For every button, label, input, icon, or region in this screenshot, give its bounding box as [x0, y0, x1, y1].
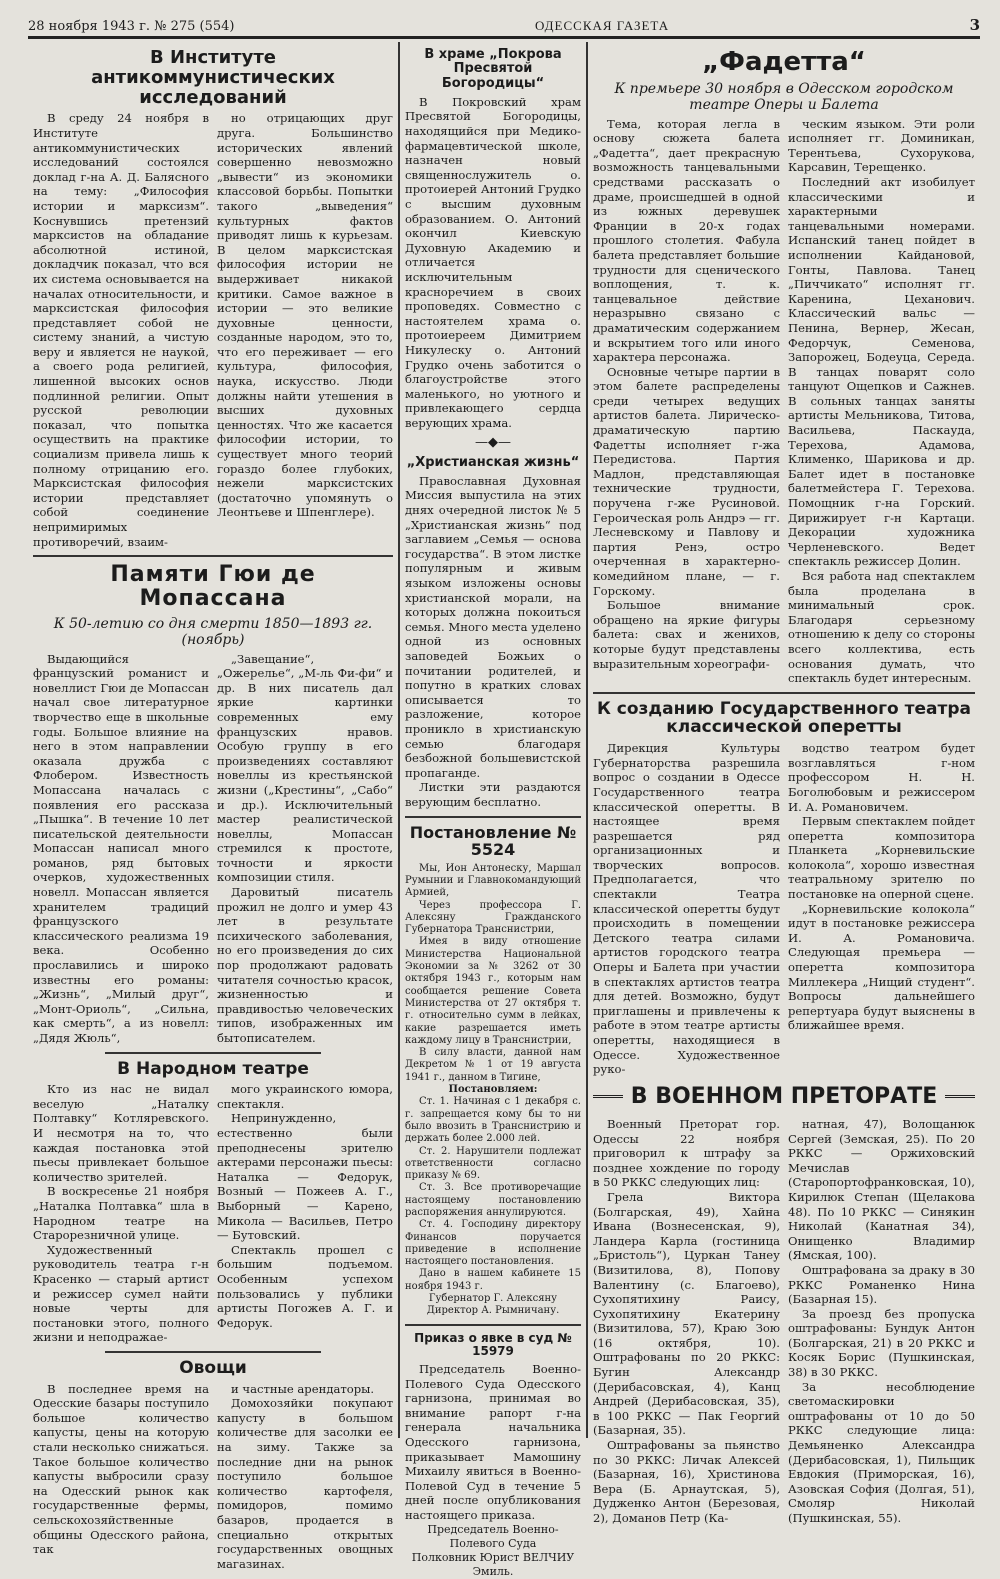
article-paragraph: „Завещание“, „Ожерелье“, „М-ль Фи-фи“ и др. В них писатель дал яркие картинки современных ему французских нравов. Особую группу в его произведениях составляют новеллы из крестьянской жизни („Крестины“, „Сабо“ и др.). Исключительный мастер реалистической новеллы, Мопассан стремился к простоте, точности и яркости композиции стиля.: [217, 651, 393, 885]
decree-paragraph: Ст. 1. Начиная с 1 декабря с. г. запрещается кому бы то ни было ввозить в Транснистрию и держать более 2.000 лей.: [405, 1096, 581, 1145]
order-signature: Председатель Военно-Полевого Суда: [427, 1522, 559, 1550]
column-right: [586, 42, 980, 1525]
article-paragraph: мого украинского юмора, спектакля.: [217, 1082, 393, 1111]
article-paragraph: В среду 24 ноября в Институте антикоммунистических исследований состоялся доклад г-на А. Д. Балясного на тему: „Философия истории и марксизм“. Коснувшись претензий марксистов на обладание абсолютной истиной, докладчик показал, что вся их система основывается на началах относительности, и марксистская философия представляет собой не систему знаний, а чистую веру и является не наукой, а своего рода религией, лишенной высоких основ подлинной религии. Опыт русской революции показал, что попытка осуществить на практике социализм привела лишь к полному отрицанию его. Марксистская философия истории представляет собой соединение непримиримых противоречий, взаим-: [33, 111, 209, 549]
article-title: Овощи: [179, 1357, 247, 1378]
article-title: „Христианская жизнь“: [406, 454, 580, 470]
column-middle: [398, 42, 586, 1578]
article-title: Памяти Гюи де Мопассана: [110, 562, 316, 612]
article-title: „Фадетта“: [702, 47, 866, 77]
divider: [593, 692, 975, 694]
article-christian-life: [405, 456, 581, 810]
article-institute: [33, 48, 393, 549]
article-paragraph: За несоблюдение светомаскировки оштрафованы от 10 до 50 РККС следующие лица: Демьяненко Александра (Дерибасовская, 1), Пильщик Евдокия (Приморская, 16), Азовская София (Долгая, 51), Смоляр Николай (Пушкинская, 55).: [788, 1379, 975, 1525]
decree-signature: Губернатор Г. Алексяну: [428, 1293, 558, 1305]
divider: [33, 555, 393, 557]
article-paragraph: В последнее время на Одесские базары поступило большое количество капусты, цены на которую стали несколько снижаться. Такое большое количество капусты выбросили сразу на Одесский рынок как государственные фермы, сельскохозяйственные общины Одесского района, так: [33, 1381, 209, 1557]
article-praetorate: [593, 1085, 975, 1526]
article-paragraph: Выдающийся французский романист и новеллист Гюи де Мопассан начал свое литературное творчество еще в школьные годы. Большое влияние на него в этом направлении оказала дружба с Флобером. Известность Мопассана началась с появления его рассказа „Пышка“. В течение 10 лет писательской деятельности Мопассан написал много романов, ряд бытовых очерков, художественных новелл. Мопассан является хранителем традиций французского классического реализма 19 века. Особенно прославились и широко известны его романы: „Жизнь“, „Милый друг“, „Монт-Ориоль“, „Сильна, как смерть“, а из новелл: „Дядя Жюль“,: [33, 651, 209, 1046]
article-paragraph: Основные четыре партии в этом балете распределены среди четырех ведущих артистов балета. Лирическо-драматическую партию Фадетты исполняет г-жа Передистова. Партия Мадлон, представляющая технические трудности, поручена г-же Русиновой. Героическая роль Андрэ — гг. Лесневскому и Павлову и партия Ренэ, остро очерченная в характерно-комедийном плане, — г. Горскому.: [593, 364, 780, 598]
divider: [105, 1052, 321, 1054]
decree-paragraph: Через профессора Г. Алексяну Гражданского Губернатора Транснистрии,: [405, 899, 581, 936]
banner-rule: [593, 1095, 623, 1098]
decree-heading: Постановляем:: [448, 1084, 538, 1096]
article-church: [405, 48, 581, 431]
divider: [105, 1351, 321, 1353]
decree-paragraph: Ст. 4. Господину директору Финансов поручается приведение в исполнение настоящего постановления.: [405, 1219, 581, 1268]
article-paragraph: Военный Преторат гор. Одессы 22 ноября приговорил к штрафу за позднее хождение по городу в 50 РККС следующих лиц:: [593, 1116, 780, 1190]
article-paragraph: Спектакль прошел с большим подъемом. Особенным успехом пользовались у публики артисты Погожев А. Г. и Федорук.: [217, 1242, 393, 1330]
decree-paragraph: Ст. 3. Все противоречащие настоящему постановлению распоряжения аннулируются.: [405, 1182, 581, 1218]
decree-paragraph: Имея в виду отношение Министерства Национальной Экономии за № 3262 от 30 октября 1943 г., которым нам сообщается решение Совета Министерства от 27 октября т. г. относительно сумм в лейках, какие разрешается иметь каждому лицу в Транснистрии,: [405, 936, 581, 1046]
article-paragraph: Последний акт изобилует классическими и характерными танцевальными номерами. Испанский танец пойдет в исполнении Кайдановой, Гонты, Павлова. Танец „Пиччикато“ исполнят гг. Каренина, Цеханович. Классический вальс — Пенина, Вернер, Жесан, Федорчук, Семенова, Запорожец, Бодеуца, Середа. В танцах поварят соло танцуют Ощепков и Сажнев. В сольных танцах заняты артисты Мельникова, Титова, Васильева, Паскауда, Терехова, Адамова, Клименко, Шарикова и др. Балет идет в постановке балетмейстера Г. Терехова. Помощник г-на Горский. Дирижирует г-н Картаци. Декорации художника Черленевского. Ведет спектакль режиссер Долин.: [788, 174, 975, 569]
article-paragraph: Тема, которая легла в основу сюжета балета „Фадетта“, дает прекрасную возможность танцевальными средствами рассказать о драме, происшедшей в одной из южных деревушек Франции в 20-х годах прошлого столетия. Фабула балета представляет большие трудности для сценического воплощения, т. к. танцевальное действие неразрывно связано с драматическим содержанием и вскрытием того или иного характера персонажа.: [593, 116, 780, 365]
article-paragraph: Председатель Военно-Полевого Суда Одесского гарнизона, принимая во внимание рапорт г-на генерала начальника Одесского гарнизона, приказывает Мамошину Михаилу явиться в Военно-Полевой Суд в течение 5 дней после опубликования настоящего приказа.: [405, 1362, 581, 1522]
article-paragraph: Оштрафована за драку в 30 РККС Романенко Нина (Базарная 15).: [788, 1262, 975, 1307]
article-paragraph: Листки эти раздаются верующим бесплатно.: [405, 780, 581, 809]
article-subtitle: К премьере 30 ноября в Одесском городском театре Оперы и Балета: [614, 80, 954, 113]
article-paragraph: Даровитый писатель прожил не долго и умер 43 лет в результате психического заболевания, но его произведения до сих пор продолжают радовать читателя сочностью красок, жизненностью и правдивостью человеческих типов, изображенных им бытописателем.: [217, 885, 393, 1046]
article-paragraph: Кто из нас не видал веселую „Наталку Полтавку“ Котляревского. И несмотря на то, что каждая постановка этой пьесы привлекает большое количество зрителей.: [33, 1082, 209, 1184]
divider: [405, 1324, 581, 1326]
article-paragraph: Первым спектаклем пойдет оперетта композитора Планкета „Корневильские колокола“, хорошо известная театральному зрителю по постановке на оперной сцене.: [788, 814, 975, 902]
page-number: 3: [969, 16, 980, 34]
article-court-order: [405, 1332, 581, 1579]
article-title: В ВОЕННОМ ПРЕТОРАТЕ: [630, 1083, 938, 1109]
article-paragraph: Непринужденно, естественно были преподнесены зрителю актерами персонажи пьесы: Наталка — Федорук, Возный — Пожеев А. Г., Выборный — Карено, Микола — Васильев, Петро — Бутовский.: [217, 1111, 393, 1243]
article-paragraph: Домохозяйки покупают капусту в большом количестве для засолки ее на зиму. Также за последние дни на рынок поступило большое количество картофеля, помидоров, помимо базаров, продается в специально открытых государственных овощных магазинах.: [217, 1396, 393, 1571]
masthead: [28, 14, 980, 39]
article-paragraph: Оштрафованы за пьянство по 30 РККС: Личак Алексей (Базарная, 16), Христинова Вера (Б. Арнаутская, 5), Дудженко Антон (Березовая, 2), Доманов Петр (Ка-: [593, 1438, 780, 1525]
decree-paragraph: Дано в нашем кабинете 15 ноября 1943 г.: [405, 1268, 581, 1292]
banner-rule: [945, 1095, 975, 1098]
article-paragraph: „Корневильские колокола“ идут в постановке режиссера И. А. Романовича. Следующая премьера — оперетта композитора Миллекера „Нищий студент“. Вопросы дальнейшего репертуара будут выяснены в ближайшее время.: [788, 901, 975, 1033]
article-operetta: [593, 700, 975, 1077]
article-folk-theatre: [33, 1060, 393, 1345]
article-title: Приказ о явке в суд № 15979: [414, 1330, 572, 1358]
article-paragraph: водство театром будет возглавляться г-ном профессором Н. Н. Боголюбовым и режиссером И. А. Романовичем.: [788, 741, 975, 814]
newspaper-title: ОДЕССКАЯ ГАЗЕТА: [534, 18, 670, 33]
decree-signature: Директор А. Рымничану.: [426, 1305, 560, 1317]
article-title: В Народном театре: [117, 1058, 309, 1079]
section-banner: [593, 1085, 975, 1109]
article-title: К созданию Государственного театра классической оперетты: [596, 698, 971, 738]
article-paragraph: ческим языком. Эти роли исполняет гг. Доминикан, Терентьева, Сухорукова, Карсавин, Терещенко.: [788, 116, 975, 175]
order-signature: Полковник Юрист ВЕЛЧИУ Эмиль.: [411, 1550, 575, 1578]
article-paragraph: но отрицающих друг друга. Большинство исторических явлений совершенно невозможно „вывести“ из экономики классовой борьбы. Попытки такого „выведения“ культурных фактов приводят лишь к курьезам. В целом марксистская философия истории не выдерживает никакой критики. Самое важное в истории — это великие духовные ценности, созданные народом, это то, что его переживает — его культура, философия, наука, искусство. Люди должны найти утешения в высших духовных ценностях. Что же касается философии истории, то существует много теорий гораздо более глубоких, нежели марксистских (достаточно упомянуть о Леонтьеве и Шпенглере).: [217, 111, 393, 520]
article-paragraph: натная, 47), Волощанюк Сергей (Земская, 25). По 20 РККС — Оржиховский Мечислав (Старопортофранковская, 10), Кирилюк Степан (Щелакова 48). По 10 РККС — Синякин Николай (Канатная 34), Онищенко Владимир (Ямская, 100).: [788, 1116, 975, 1263]
article-fadette: [593, 48, 975, 686]
ornament-divider: —◆—: [475, 434, 511, 450]
decree-paragraph: В силу власти, данной нам Декретом № 1 от 19 августа 1941 г., данном в Тигине,: [405, 1047, 581, 1083]
article-paragraph: Большое внимание обращено на яркие фигуры балета: свах и женихов, которые будут представлены выразительным хореографи-: [593, 598, 780, 671]
article-paragraph: Художественный руководитель театра г-н Красенко — старый артист и режиссер сумел найти новые черты для постановки этого, полного жизни и неподражае-: [33, 1242, 209, 1345]
article-title: Постановление № 5524: [409, 822, 577, 860]
decree-paragraph: Мы, Ион Антонеску, Маршал Румынии и Главнокомандующий Армией,: [405, 862, 581, 899]
article-title: В Институте антикоммунистических исследований: [91, 47, 335, 108]
article-paragraph: и частные арендаторы.: [231, 1381, 375, 1396]
article-maupassant: [33, 563, 393, 1045]
article-paragraph: Дирекция Культуры Губернаторства разрешила вопрос о создании в Одессе Государственного театра классической оперетты. В настоящее время разрешается ряд организационных и творческих вопросов. Предполагается, что спектакли Театра классической оперетты будут происходить в помещении Детского театра силами артистов городского театра Оперы и Балета при участии в спектаклях артистов театра для детей. Возможно, будут приглашены и привлечены к работе в этом театре артисты оперетты, находящиеся в Одессе. Художественное руко-: [593, 741, 780, 1077]
issue-date: 28 ноября 1943 г. № 275 (554): [28, 19, 235, 34]
article-paragraph: В Покровский храм Пресвятой Богородицы, находящийся при Медико-фармацевтической школе, назначен новый священнослужитель о. протоиерей Антоний Грудко с высшим духовным образованием. О. Антоний окончил Киевскую Духовную Академию и отличается исключительным красноречием в своих проповедях. Совместно с настоятелем храма о. протоиереем Димитрием Никулеску о. Антоний Грудко очень заботится о благоустройстве этого маленького, но уютного и привлекающего сердца верующих храма.: [405, 94, 581, 430]
article-paragraph: Грела Виктора (Болгарская, 49), Хайна Ивана (Вознесенская, 9), Ландера Карла (гостиница „Бристоль“), Цуркан Танеу (Визитилова, 8), Попову Валентину (с. Благоево), Сухопятихину Раису, Сухопятихину Екатерину (Визитилова, 57), Краю Зою (16 октября, 10). Оштрафованы по 20 РККС: Бугин Александр (Дерибасовская, 4), Канц Андрей (Дерибасовская, 35), в 100 РККС — Пак Георгий (Базарная, 35).: [593, 1189, 780, 1438]
column-left: [28, 42, 398, 1571]
article-paragraph: Православная Духовная Миссия выпустила на этих днях очередной листок № 5 „Христианская жизнь“ под заглавием „Семья — основа государства“. В этом листке популярным и живым языком изложены основы христианской морали, на которых должна покоиться семья. Много места уделено одной из основных заповедей Божьих о почитании родителей, и попутно в кратких словах описывается то разложение, которое проникло в христианскую семью благодаря безбожной большевистской пропаганде.: [405, 473, 581, 780]
article-title: В храме „Покрова Пресвятой Богородицы“: [424, 47, 562, 91]
article-subtitle: К 50-летию со дня смерти 1850—1893 гг. (ноябрь): [53, 615, 373, 648]
decree-paragraph: Ст. 2. Нарушители подлежат ответственности согласно приказу № 69.: [405, 1145, 581, 1182]
article-paragraph: В воскресенье 21 ноября „Наталка Полтавка“ шла в Народном театре на Старорезничной улице.: [33, 1184, 209, 1243]
article-decree: [405, 824, 581, 1318]
article-vegetables: [33, 1359, 393, 1571]
divider: [405, 816, 581, 818]
article-paragraph: За проезд без пропуска оштрафованы: Бундук Антон (Болгарская, 21) в 20 РККС и Косяк Борис (Пушкинская, 38) в 30 РККС.: [788, 1306, 975, 1380]
article-paragraph: Вся работа над спектаклем была проделана в минимальный срок. Благодаря серьезному отношению к делу со стороны всего коллектива, есть основания думать, что спектакль будет интересным.: [788, 569, 975, 686]
